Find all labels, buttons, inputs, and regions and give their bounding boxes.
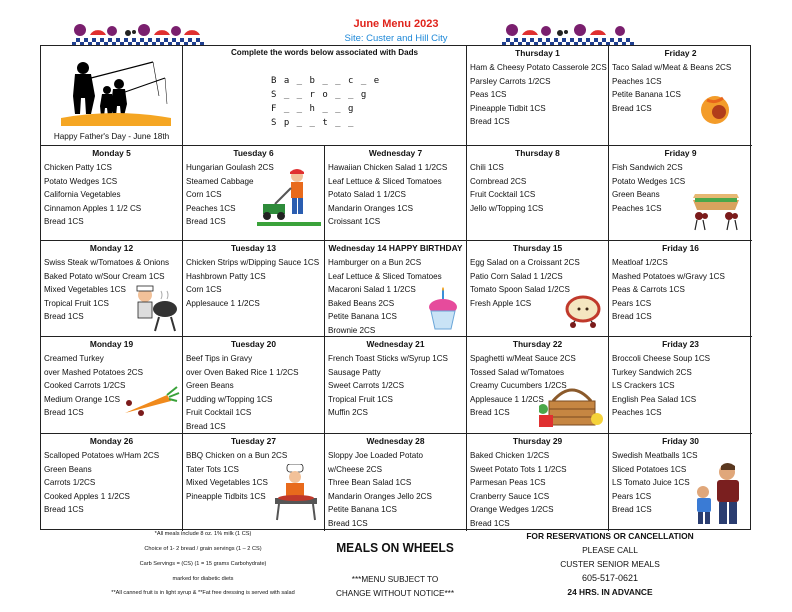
menu-item: Pudding w/Topping 1CS	[186, 394, 273, 404]
day-cell	[183, 241, 325, 337]
puzzle-word: S p _ _ t _ _	[271, 118, 355, 128]
picnic-basket-icon	[539, 385, 605, 429]
menu-item: Peaches 1CS	[612, 76, 662, 86]
footer-note: *All meals include 8 oz. 1% milk (1 CS)	[154, 531, 252, 537]
menu-item: Sweet Potato Tots 1 1/2CS	[470, 464, 567, 474]
menu-item: Petite Banana 1CS	[612, 90, 681, 100]
menu-item: Baked Beans 2CS	[328, 298, 395, 308]
day-cell	[609, 434, 752, 531]
menu-item: Swedish Meatballs 1CS	[612, 451, 698, 460]
day-cell	[41, 337, 183, 434]
day-label: Thursday 1	[515, 48, 560, 58]
menu-item: Creamed Turkey	[44, 354, 104, 363]
menu-item: Spaghetti w/Meat Sauce 2CS	[470, 354, 576, 363]
reservation-text: CUSTER SENIOR MEALS	[560, 559, 660, 569]
menu-item: Bread 1CS	[612, 103, 652, 113]
menu-item: over Mashed Potatoes 2CS	[44, 367, 143, 377]
menu-subject-notice: CHANGE WITHOUT NOTICE***	[335, 589, 455, 598]
menu-item: Corn 1CS	[186, 285, 222, 295]
menu-item: Corn 1CS	[186, 190, 222, 200]
reservation-heading: FOR RESERVATIONS OR CANCELLATION	[526, 531, 694, 541]
menu-item: Jello w/Topping 1CS	[470, 203, 544, 213]
day-cell	[609, 146, 752, 241]
day-cell	[41, 434, 183, 531]
menu-item: Sliced Potatoes 1CS	[612, 464, 687, 474]
menu-item: BBQ Chicken on a Bun 2CS	[186, 451, 288, 460]
menu-subject-notice: ***MENU SUBJECT TO	[351, 575, 439, 584]
menu-item: Cornbread 2CS	[470, 176, 527, 186]
menu-item: Peas & Carrots 1CS	[612, 285, 685, 295]
menu-item: Mandarin Oranges 1CS	[328, 203, 414, 213]
cupcake-icon	[425, 287, 461, 331]
menu-item: Hawaiian Chicken Salad 1 1/2CS	[328, 163, 448, 172]
day-label: Thursday 29	[512, 436, 563, 446]
footer-note: Choice of 1- 2 bread / grain servings (1 – 2 CS)	[144, 546, 262, 552]
meals-on-wheels-heading: MEALS ON WHEELS	[336, 540, 454, 555]
menu-item: Pineapple Tidbit 1CS	[470, 103, 546, 113]
day-cell	[467, 146, 609, 241]
day-label: Monday 5	[92, 148, 131, 158]
menu-item: Bread 1CS	[186, 217, 226, 227]
day-cell	[609, 241, 752, 337]
day-label: Friday 23	[662, 339, 699, 349]
menu-item: Peas 1CS	[470, 90, 507, 100]
menu-item: Mixed Vegetables 1CS	[44, 285, 126, 295]
fishing-family-icon	[61, 56, 171, 126]
menu-item: Green Beans	[186, 381, 234, 391]
menu-item: Fish Sandwich 2CS	[612, 163, 683, 172]
menu-item: Turkey Sandwich 2CS	[612, 367, 692, 377]
menu-item: Sweet Carrots 1/2CS	[328, 381, 405, 391]
footer-note: marked for diabetic diets	[172, 576, 234, 582]
menu-item: Baked Chicken 1/2CS	[470, 451, 550, 460]
menu-item: Tater Tots 1CS	[186, 464, 239, 474]
bbq-chef-icon	[273, 464, 321, 522]
day-cell-friday-2	[609, 46, 752, 146]
menu-item: Green Beans	[612, 190, 660, 200]
day-cell	[183, 434, 325, 531]
menu-calendar	[40, 45, 751, 530]
menu-item: Applesauce 1 1/2CS	[470, 394, 544, 404]
menu-item: Baked Potato w/Sour Cream 1CS	[44, 271, 165, 281]
menu-item: Patio Corn Salad 1 1/2CS	[470, 271, 563, 281]
menu-item: Mixed Vegetables 1CS	[186, 478, 268, 488]
day-cell	[467, 241, 609, 337]
fathers-day-cell	[41, 46, 183, 146]
day-label: Monday 12	[89, 243, 134, 253]
puzzle-title: Complete the words below associated with Dads	[230, 48, 419, 57]
menu-item: Broccoli Cheese Soup 1CS	[612, 354, 711, 363]
menu-item: Bread 1CS	[328, 518, 368, 528]
menu-item: Hungarian Goulash 2CS	[186, 163, 274, 172]
carrot-ants-icon	[117, 383, 181, 423]
menu-item: Three Bean Salad 1CS	[328, 478, 412, 488]
menu-item: Cooked Carrots 1/2CS	[44, 381, 126, 391]
footer-note: Carb Servings = (CS) (1 = 15 grams Carbohydrate)	[139, 561, 267, 567]
menu-item: Sloppy Joe Loaded Potato	[328, 451, 423, 460]
day-label: Wednesday 28	[366, 436, 425, 446]
menu-item: Scalloped Potatoes w/Ham 2CS	[44, 451, 160, 460]
day-cell	[183, 337, 325, 434]
menu-item: Pineapple Tidbits 1CS	[186, 491, 266, 501]
day-label: Thursday 15	[512, 243, 563, 253]
menu-item: Sausage Patty	[328, 367, 381, 377]
lawn-mower-man-icon	[257, 168, 321, 230]
menu-item: Bread 1CS	[470, 117, 510, 127]
apple-ants-icon	[561, 291, 605, 331]
menu-item: Taco Salad w/Meat & Beans 2CS	[612, 63, 732, 72]
menu-item: Muffin 2CS	[328, 408, 368, 418]
day-label: Monday 26	[89, 436, 134, 446]
menu-item: Fresh Apple 1CS	[470, 298, 532, 308]
menu-item: Mandarin Oranges Jello 2CS	[328, 491, 432, 501]
day-label: Tuesday 27	[231, 436, 276, 446]
day-cell	[325, 337, 467, 434]
menu-item: Orange Wedges 1/2CS	[470, 505, 554, 515]
day-label: Tuesday 6	[233, 148, 274, 158]
menu-item: Bread 1CS	[44, 505, 84, 515]
menu-item: Applesauce 1 1/2CS	[186, 298, 260, 308]
menu-item: Egg Salad on a Croissant 2CS	[470, 258, 580, 267]
menu-item: Peaches 1CS	[612, 203, 662, 213]
father-son-icon	[687, 462, 749, 526]
menu-item: Leaf Lettuce & Sliced Tomatoes	[328, 271, 442, 281]
day-label: Friday 9	[664, 148, 697, 158]
puzzle-word: F _ _ h _ _ g	[271, 104, 355, 114]
reservation-advance: 24 HRS. IN ADVANCE	[567, 587, 653, 597]
day-label: Friday 2	[664, 48, 697, 58]
menu-item: Fruit Cocktail 1CS	[186, 408, 252, 418]
day-label: Thursday 22	[512, 339, 563, 349]
menu-item: Leaf Lettuce & Sliced Tomatoes	[328, 176, 442, 186]
site-subtitle: Site: Custer and Hill City	[344, 33, 448, 44]
menu-item: French Toast Sticks w/Syrup 1CS	[328, 354, 448, 363]
menu-item: Medium Orange 1CS	[44, 394, 121, 404]
day-label: Friday 16	[662, 243, 699, 253]
menu-item: Chicken Strips w/Dipping Sauce 1CS	[186, 258, 320, 267]
grilling-man-icon	[125, 285, 181, 333]
menu-item: Peaches 1CS	[186, 203, 236, 213]
day-label: Tuesday 20	[231, 339, 276, 349]
menu-item: English Pea Salad 1CS	[612, 394, 697, 404]
menu-item: Chicken Patty 1CS	[44, 163, 112, 172]
day-cell	[325, 434, 467, 531]
day-cell	[467, 337, 609, 434]
menu-item: Macaroni Salad 1 1/2CS	[328, 285, 416, 295]
menu-item: Bread 1CS	[186, 421, 226, 431]
menu-item: Cooked Apples 1 1/2CS	[44, 491, 130, 501]
reservation-text: PLEASE CALL	[582, 545, 638, 555]
menu-item: Fruit Cocktail 1CS	[470, 190, 536, 200]
day-label: Monday 19	[89, 339, 134, 349]
menu-item: Petite Banana 1CS	[328, 312, 397, 322]
reservation-phone: 605-517-0621	[581, 573, 639, 583]
menu-item: LS Crackers 1CS	[612, 381, 675, 391]
menu-item: Pears 1CS	[612, 491, 652, 501]
day-cell	[467, 434, 609, 531]
day-cell	[41, 241, 183, 337]
menu-item: Hamburger on a Bun 2CS	[328, 258, 422, 267]
day-cell	[41, 146, 183, 241]
menu-item: w/Cheese 2CS	[328, 464, 382, 474]
menu-item: over Oven Baked Rice 1 1/2CS	[186, 367, 299, 377]
menu-item: Hashbrown Patty 1CS	[186, 271, 266, 281]
day-label: Wednesday 21	[366, 339, 425, 349]
menu-item: Potato Wedges 1CS	[612, 176, 686, 186]
day-label: Tuesday 13	[231, 243, 276, 253]
menu-item: Meatloaf 1/2CS	[612, 258, 668, 267]
menu-item: Tossed Salad w/Tomatoes	[470, 367, 565, 377]
menu-item: Bread 1CS	[612, 312, 652, 322]
menu-item: Tropical Fruit 1CS	[44, 298, 109, 308]
peach-icon	[695, 90, 735, 126]
day-label: Thursday 8	[515, 148, 560, 158]
day-cell	[609, 337, 752, 434]
menu-item: Steamed Cabbage	[186, 176, 254, 186]
day-label: Wednesday 7	[368, 148, 423, 158]
menu-item: Bread 1CS	[44, 217, 84, 227]
menu-item: Tropical Fruit 1CS	[328, 394, 393, 404]
menu-item: California Vegetables	[44, 190, 121, 200]
ants-picnic-banner-right	[502, 18, 634, 46]
menu-title: June Menu 2023	[353, 18, 439, 30]
fathers-day-caption: Happy Father's Day - June 18th	[53, 132, 170, 141]
day-label: Wednesday 14 HAPPY BIRTHDAY	[328, 243, 463, 253]
menu-item: Pears 1CS	[612, 298, 652, 308]
menu-item: Mashed Potatoes w/Gravy 1CS	[612, 271, 725, 281]
footer-note: **All canned fruit is in light syrup & **Fat free dressing is served with salad	[111, 590, 295, 596]
day-cell-thursday-1	[467, 46, 609, 146]
menu-item: Cranberry Sauce 1CS	[470, 491, 550, 501]
menu-item: Ham & Cheesy Potato Casserole 2CS	[470, 63, 607, 72]
menu-item: Chili 1CS	[470, 163, 504, 172]
day-label: Friday 30	[662, 436, 699, 446]
menu-item: Bread 1CS	[44, 408, 84, 418]
day-cell	[325, 241, 467, 337]
menu-item: Beef Tips in Gravy	[186, 354, 253, 363]
menu-item: Petite Banana 1CS	[328, 505, 397, 515]
puzzle-word: B a _ b _ _ c _ e	[271, 76, 381, 86]
menu-item: Parmesan Peas 1CS	[470, 478, 546, 488]
puzzle-word: S _ _ r o _ _ g	[271, 90, 368, 100]
menu-item: Creamy Cucumbers 1/2CS	[470, 381, 567, 391]
ants-sandwich-icon	[685, 182, 747, 234]
menu-item: Cinnamon Apples 1 1/2 CS	[44, 203, 142, 213]
dad-word-puzzle	[183, 46, 467, 146]
menu-item: Green Beans	[44, 464, 92, 474]
day-cell	[325, 146, 467, 241]
menu-item: Potato Salad 1 1/2CS	[328, 190, 406, 200]
menu-item: Bread 1CS	[470, 518, 510, 528]
menu-item: Bread 1CS	[612, 505, 652, 515]
menu-item: Peaches 1CS	[612, 408, 662, 418]
menu-item: Swiss Steak w/Tomatoes & Onions	[44, 258, 170, 267]
menu-item: Brownie 2CS	[328, 325, 376, 335]
menu-item: Carrots 1/2CS	[44, 478, 96, 488]
menu-item: Parsley Carrots 1/2CS	[470, 76, 551, 86]
menu-item: LS Tomato Juice 1CS	[612, 478, 690, 488]
menu-item: Bread 1CS	[44, 312, 84, 322]
menu-item: Bread 1CS	[470, 408, 510, 418]
menu-item: Tomato Spoon Salad 1/2CS	[470, 285, 570, 295]
menu-item: Potato Wedges 1CS	[44, 176, 118, 186]
menu-item: Croissant 1CS	[328, 217, 381, 227]
day-cell	[183, 146, 325, 241]
